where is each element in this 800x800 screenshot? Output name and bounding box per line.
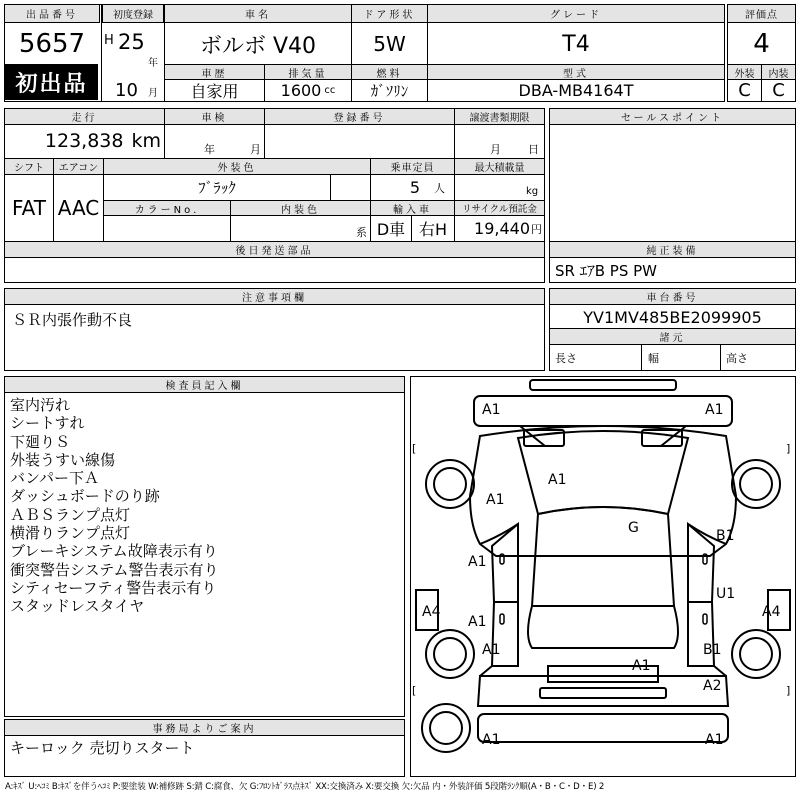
damage-left-rear-door: A1 [468, 614, 487, 630]
recycle-unit: 円 [531, 222, 542, 236]
grade: T4 [562, 31, 590, 57]
first-listing-badge: 初出品 [5, 64, 98, 100]
interior-grade-label: 内装 [761, 64, 796, 80]
damage-rear-right: A1 [705, 732, 724, 748]
grade-divider [761, 64, 796, 102]
header-row2-frame [164, 64, 725, 102]
damage-front-left: A1 [482, 402, 501, 418]
damage-hood: A1 [548, 472, 567, 488]
damage-left-front-door: A1 [468, 554, 487, 570]
shift-label: シフト [4, 158, 54, 175]
capacity-unit: 人 [434, 181, 445, 195]
inspector-note: ブレーキシステム故障表示有り [10, 542, 218, 561]
history-label: 車歴 [164, 64, 265, 80]
header-row1-frame [164, 4, 725, 65]
doc-month: 月 [490, 143, 501, 156]
displacement-unit: cc [324, 85, 336, 96]
model-code: DBA-MB4164T [518, 81, 634, 100]
displacement-label: 排気量 [264, 64, 352, 80]
recycle-label: リサイクル預託金 [454, 200, 545, 216]
bracket-left-bottom: [ [412, 684, 417, 697]
drive-frame [411, 215, 455, 242]
inspection-label: 車検 [164, 108, 265, 125]
month-unit: 月 [148, 87, 158, 98]
vehicle-history: 自家用 [190, 82, 239, 101]
mileage-value: 123,838 [44, 130, 124, 152]
exterior-grade: C [738, 80, 751, 101]
grade-label: グレード [427, 4, 725, 23]
registration-year: 25 [118, 30, 145, 54]
score-label: 評価点 [727, 4, 796, 23]
spec-row1-col2 [454, 108, 545, 159]
damage-right-rear-lower: A2 [703, 678, 722, 694]
model-label: 型式 [427, 64, 725, 80]
interior-color-suffix: 系 [356, 226, 367, 239]
inspector-note: 横滑りランプ点灯 [10, 524, 131, 543]
inspector-note: シートすれ [10, 414, 85, 433]
car-diagram [410, 376, 796, 777]
inspector-note: 下廻りＳ [10, 432, 71, 451]
damage-right-front-door: B1 [716, 528, 735, 544]
payload-label: 最大積載量 [454, 158, 545, 175]
width-label: 幅 [648, 352, 659, 365]
bracket-left-top: [ [412, 442, 417, 455]
dim-col [641, 344, 721, 371]
fuel-label: 燃料 [351, 64, 428, 80]
mileage-label: 走行 [4, 108, 165, 125]
inspection-year: 年 [204, 143, 215, 156]
capacity-value: 5 [409, 178, 420, 197]
damage-left-upper: A1 [486, 492, 505, 508]
score: 4 [753, 29, 770, 59]
damage-legend: A:ｷｽﾞ U:ﾍｺﾐ B:ｷｽﾞを伴うﾍｺﾐ P:要塗装 W:補修跡 S:錆 C:腐食、欠 G:ﾌﾛﾝﾄｶﾞﾗｽ点ｷｽﾞ XX:交換済み X:要交換 欠:欠品 内・外装評価 5段階ﾗﾝｸ順(A・B・C・D・E) 2 [5, 782, 605, 792]
length-label: 長さ [555, 352, 577, 365]
inspector-note: 外装うすい線傷 [10, 450, 116, 469]
registration-month-frame [101, 64, 165, 102]
damage-left-rear-fender: A1 [482, 642, 501, 658]
office-message: キーロック 売切りスタート [10, 738, 195, 757]
year-unit: 年 [148, 57, 158, 67]
registration-label: 初度登録 [102, 4, 164, 23]
later-parts-label: 後日発送部品 [4, 241, 545, 258]
dimensions-label: 諸元 [549, 328, 796, 345]
inspector-note: 衝突警告システム警告表示有り [10, 560, 219, 579]
car-name-label: 車名 [164, 4, 352, 23]
notes-label: 注意事項欄 [4, 288, 545, 305]
lot-number: 5657 [18, 29, 86, 59]
shift: FAT [11, 196, 46, 220]
steering-side: 右H [418, 220, 448, 239]
inspector-note: ＡＢＳランプ点灯 [10, 505, 131, 524]
height-label: 高さ [726, 352, 748, 365]
bracket-right-bottom: ] [786, 684, 791, 697]
car-outline [470, 380, 736, 742]
shift-frame [4, 158, 54, 242]
bracket-right-top: ] [786, 442, 791, 455]
chassis-label: 車台番号 [549, 288, 796, 305]
factory-equipment: SR ｴｱB PS PW [555, 262, 657, 280]
ac-frame [53, 158, 104, 242]
exterior-color-label: 外装色 [103, 158, 371, 175]
damage-rear-left: A1 [482, 732, 501, 748]
recycle-value: 19,440 [474, 219, 530, 238]
inspector-notes [10, 396, 219, 616]
door-label: ドア形状 [351, 4, 428, 23]
lot-label: 出品番号 [4, 4, 100, 23]
damage-roof-rear: A1 [632, 658, 651, 674]
doc-deadline-label: 譲渡書類期限 [454, 108, 545, 125]
payload-unit: kg [526, 185, 539, 197]
plate-label: 登録番号 [264, 108, 455, 125]
office-label: 事務局よりご案内 [4, 719, 405, 736]
air-conditioner: AAC [57, 196, 100, 220]
interior-color-frame [230, 200, 371, 242]
capacity-frame [370, 158, 455, 201]
inspector-note: バンパー下Ａ [10, 469, 99, 488]
damage-right-rear-fender: B1 [703, 642, 722, 658]
damage-windshield: G [628, 520, 639, 536]
import-label: 輸入車 [370, 200, 455, 216]
color-row-frame [103, 158, 545, 201]
interior-color-label: 内装色 [230, 200, 371, 216]
inspector-note: ダッシュボードのり跡 [10, 487, 160, 506]
inspector-note: スタッドレスタイヤ [10, 597, 145, 616]
notes: ＳＲ内張作動不良 [12, 310, 133, 329]
interior-grade: C [772, 80, 785, 101]
recycle-frame [454, 200, 545, 242]
inspector-note: 室内汚れ [10, 396, 71, 414]
door-type: 5W [373, 32, 406, 56]
damage-right-mid: U1 [716, 586, 736, 602]
registration-box [101, 4, 165, 65]
factory-equipment-label: 純正装備 [549, 241, 796, 258]
damage-left-side: A4 [422, 604, 441, 620]
row2-col-divider2 [351, 64, 428, 102]
color-no-label: カラーNo. [103, 200, 231, 216]
damage-front-right: A1 [705, 402, 724, 418]
exterior-grade-label: 外装 [727, 64, 762, 80]
spec-row1-col [164, 108, 265, 159]
car-name: ボルボ V40 [199, 33, 317, 59]
inspection-month: 月 [250, 143, 261, 156]
inspector-note: シティセーフティ警告表示有り [10, 578, 217, 597]
damage-right-side: A4 [762, 604, 781, 620]
doc-day: 日 [528, 143, 539, 156]
inspector-label: 検査員記入欄 [4, 376, 405, 393]
ac-label: エアコン [53, 158, 104, 175]
drive-type: D車 [376, 220, 406, 239]
registration-month: 10 [115, 80, 138, 100]
door-frame [351, 4, 428, 65]
chassis-number: YV1MV485BE2099905 [583, 307, 762, 327]
displacement-value: 1600 [280, 81, 322, 100]
row2-col-divider [264, 64, 352, 102]
exterior-color: ﾌﾞﾗｯｸ [198, 179, 236, 197]
mileage-unit: km [131, 130, 161, 152]
fuel: ｶﾞｿﾘﾝ [370, 82, 409, 100]
sales-points-label: セールスポイント [549, 108, 796, 125]
capacity-label: 乗車定員 [370, 158, 455, 175]
era: H [104, 32, 114, 48]
